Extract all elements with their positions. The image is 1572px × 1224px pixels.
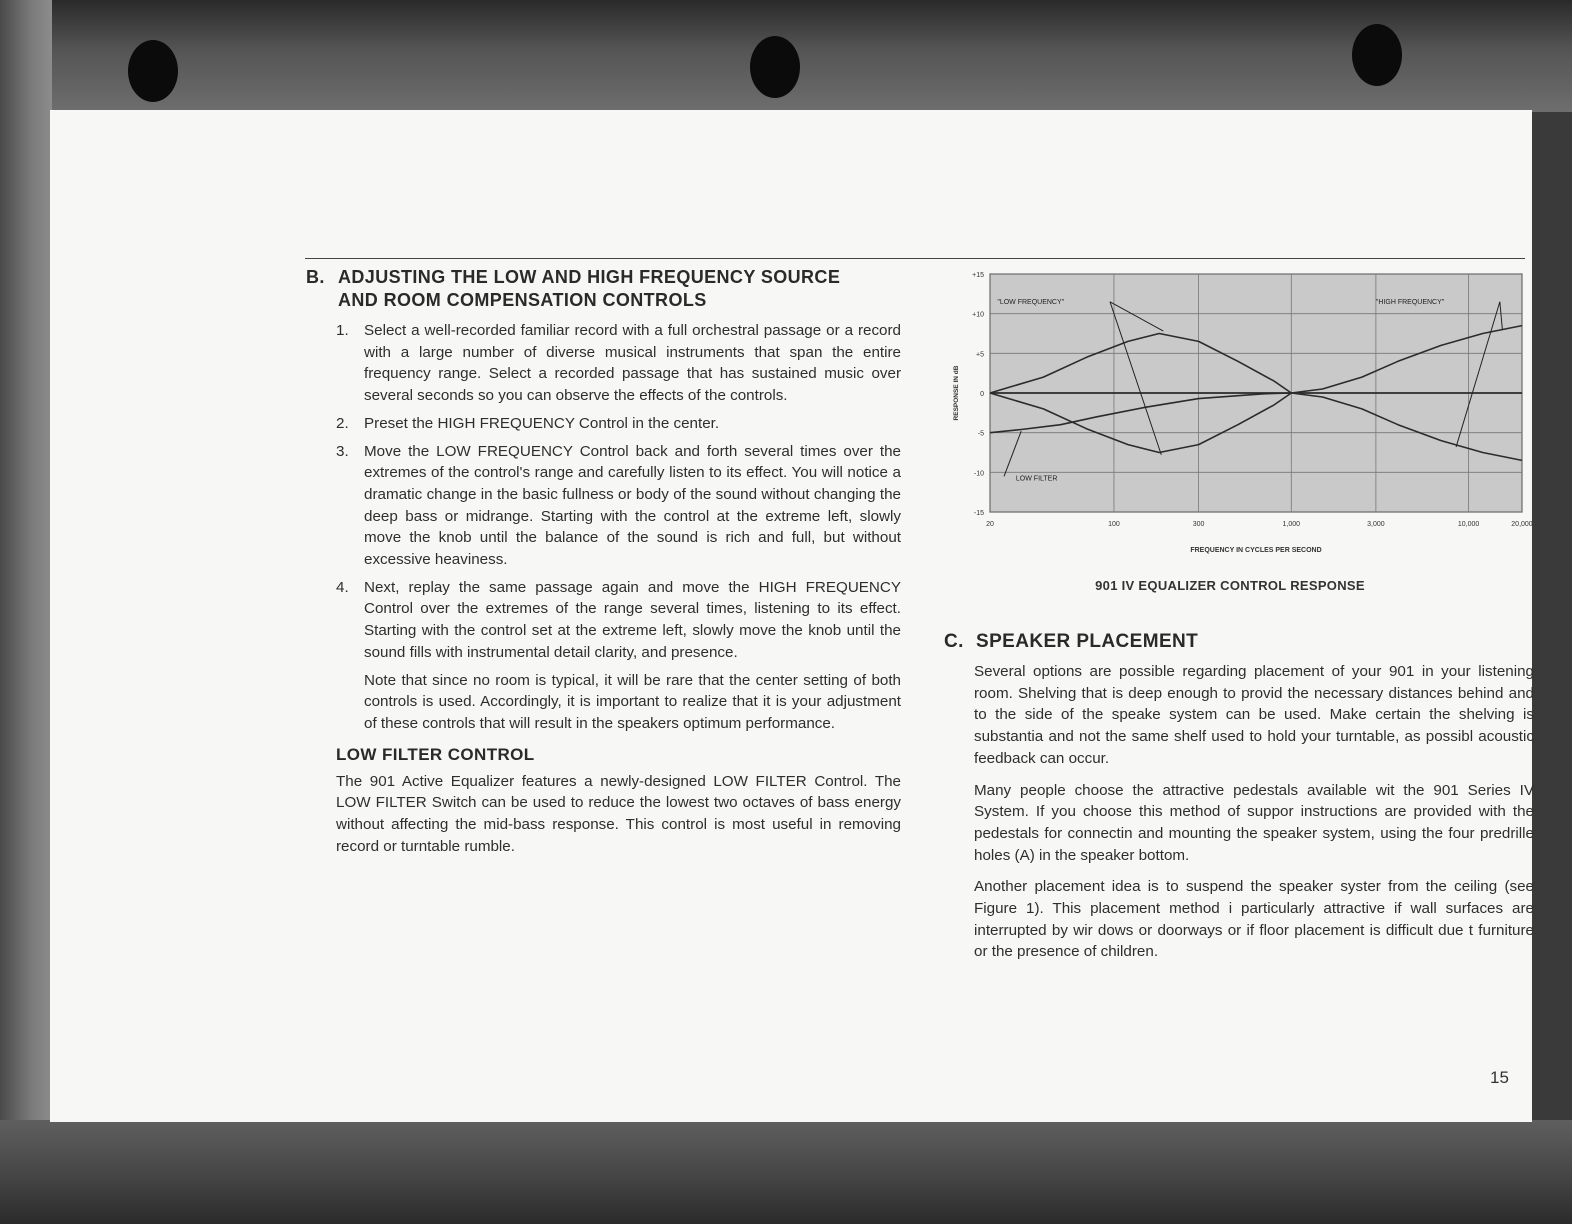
placement-paragraph: Many people choose the attractive pedestals available wit the 901 Series IV System. If you choose this method of suppor instructions are provided with the pedestals for connectin and mounting the speaker system, using the four predrille holes (A) in the speaker bottom. xyxy=(974,781,1534,864)
annotation-high-frequency: "HIGH FREQUENCY" xyxy=(1375,299,1445,307)
section-c-letter: C. xyxy=(944,631,964,652)
annotation-low-filter: LOW FILTER xyxy=(1015,475,1058,483)
x-tick-label: 20 xyxy=(986,521,994,528)
chart-title: 901 IV EQUALIZER CONTROL RESPONSE xyxy=(1095,578,1365,593)
annotation-low-frequency: "LOW FREQUENCY" xyxy=(997,299,1065,307)
placement-paragraph: Several options are possible regarding placement of your 901 in your listening room. Shelving that is deep enough to provid the necessary distances behind and to the side of the speake system can be used. Make certain the shelving is substantia and not the same shelf used to hold your turntable, as possibl acoustic feedback can occur. xyxy=(974,663,1534,767)
left-column xyxy=(306,266,901,857)
placement-paragraph: Another placement idea is to suspend the speaker syster from the ceiling (see Figure 1). This placement method i particularly attractive if wall surfaces are interrupted by wir dows or doorways or if floor placement is difficult due t furniture or the presence of children. xyxy=(974,878,1534,961)
y-tick-label: +15 xyxy=(972,272,984,279)
x-tick-label: 20,000 xyxy=(1511,521,1533,528)
page-number: 15 xyxy=(1490,1068,1509,1087)
y-tick-label: -15 xyxy=(973,510,984,517)
section-c-title: SPEAKER PLACEMENT xyxy=(976,631,1199,652)
y-tick-label: 0 xyxy=(980,391,984,398)
section-b-heading xyxy=(306,266,901,312)
right-column xyxy=(944,630,1534,973)
x-tick-label: 10,000 xyxy=(1457,521,1480,528)
binder-hole-center xyxy=(750,36,800,98)
y-tick-label: -10 xyxy=(973,470,984,478)
steps-list xyxy=(336,320,901,664)
step-text: Move the LOW FREQUENCY Control back and forth several times over the extremes of the control's range and carefully listen to its effect. You will notice a dramatic change in the basic fullness or body of the sound without changing the deep bass or midrange. Starting with the control at the extreme left, slowly move the knob until the balance of the sound is rich and full, but without excessive heaviness. xyxy=(364,442,901,569)
scan-border-bottom xyxy=(0,1120,1572,1224)
step-number: 2. xyxy=(336,414,349,432)
step-text: Preset the HIGH FREQUENCY Control in the center. xyxy=(364,414,720,432)
y-tick-label: -5 xyxy=(977,430,984,438)
x-tick-label: 300 xyxy=(1192,521,1205,528)
y-axis-label: RESPONSE IN dB xyxy=(953,365,960,421)
step-number: 4. xyxy=(336,578,349,596)
step-item xyxy=(336,441,901,571)
binder-hole-left xyxy=(128,40,178,102)
equalizer-chart-svg xyxy=(940,268,1540,558)
header-rule xyxy=(305,258,1525,259)
x-tick-label: 100 xyxy=(1108,521,1120,528)
x-tick-label: 1,000 xyxy=(1282,521,1301,528)
y-tick-label: +10 xyxy=(972,311,984,319)
step-item xyxy=(336,577,901,664)
step-number: 3. xyxy=(336,442,349,460)
low-filter-heading: LOW FILTER CONTROL xyxy=(336,744,535,764)
section-c-heading xyxy=(944,630,1534,653)
section-b-letter: B. xyxy=(306,267,325,287)
step-number: 1. xyxy=(336,322,349,339)
step-text: Select a well-recorded familiar record with a full orchestral passage or a record with a large number of diverse musical instruments that span the entire frequency range. Select a recorded passage that has sustained music over several seconds so you can observe the effects of the controls. xyxy=(364,322,901,405)
binder-hole-right xyxy=(1352,24,1402,86)
section-b-title-line1: ADJUSTING THE LOW AND HIGH FREQUENCY SOURCE xyxy=(338,267,841,287)
step-item xyxy=(336,413,901,435)
step-text: Next, replay the same passage again and move the HIGH FREQUENCY Control over the extremes of the range several times, listening to its effect. Starting with the control set at the extreme left, slowly move the knob until the sound fills with instrumental detail clarity, and presence. xyxy=(364,578,901,661)
y-tick-label: +5 xyxy=(976,351,984,359)
section-b-title-line2: AND ROOM COMPENSATION CONTROLS xyxy=(338,290,707,310)
x-axis-label: FREQUENCY IN CYCLES PER SECOND xyxy=(1190,547,1322,554)
scan-border-left xyxy=(0,0,52,1224)
equalizer-chart xyxy=(940,268,1540,558)
x-tick-label: 3,000 xyxy=(1367,521,1385,528)
note-paragraph: Note that since no room is typical, it will be rare that the center setting of both controls is used. Accordingly, it is important to realize that it is your adjustment of these controls that will result in the speakers optimum performance. xyxy=(364,671,901,732)
low-filter-paragraph: The 901 Active Equalizer features a newly-designed LOW FILTER Control. The LOW FILTER Switch can be used to reduce the lowest two octaves of bass energy without affecting the mid-bass response. This control is most useful in removing record or turntable rumble. xyxy=(336,772,901,855)
step-item xyxy=(336,320,901,407)
